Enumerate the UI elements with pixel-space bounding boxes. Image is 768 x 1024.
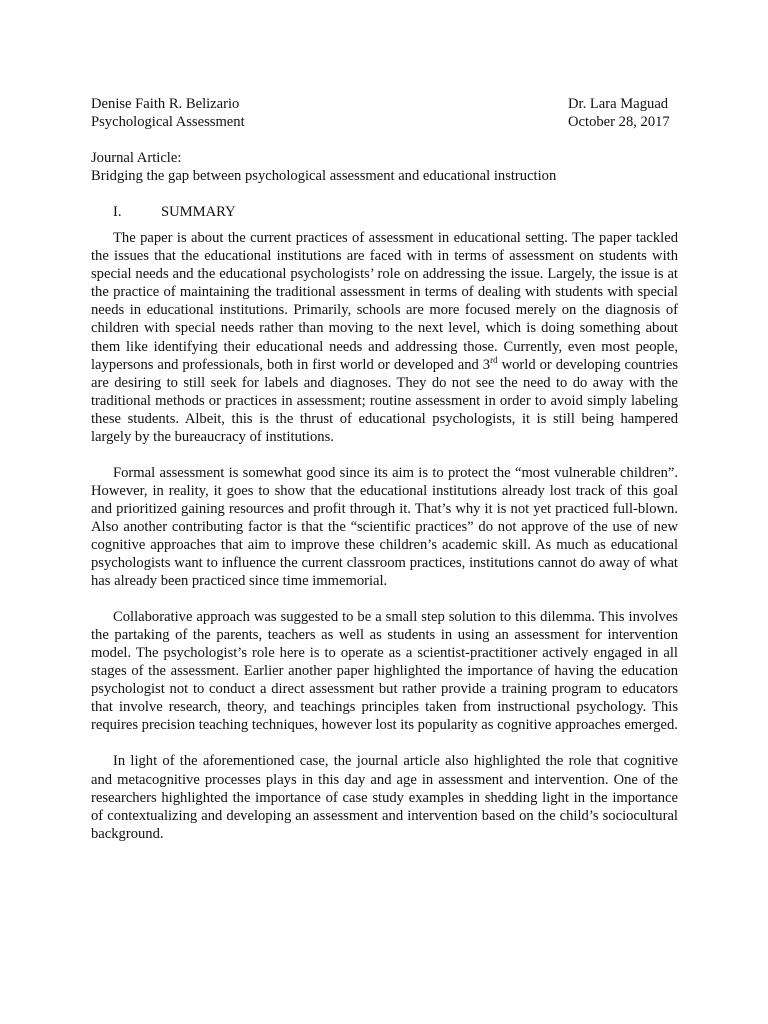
header-row-2 (91, 113, 678, 131)
article-title: Bridging the gap between psychological assessment and educational instruction (91, 168, 557, 185)
instructor-name: Dr. Lara Maguad (568, 96, 669, 112)
summary-paragraph-3: Collaborative approach was suggested to be a small step solution to this dilemma. This involves the partaking of the parents, teachers as well as students in using an assessment for intervention model. The psychologist’s role here is to operate as a scientist-practitioner actively engaged in all stages of the assessment. Earlier another paper highlighted the importance of having the education psychologist not to conduct a direct assessment but rather provide a training program to educators that involve research, theory, and teachings principles taken from instructional psychology. This requires precision teaching techniques, however lost its popularity as cognitive approaches emerged. (91, 609, 678, 734)
author-name: Denise Faith R. Belizario (91, 96, 240, 112)
article-label: Journal Article: (91, 150, 182, 167)
section-heading (91, 203, 678, 221)
summary-paragraph-1 (91, 229, 678, 446)
summary-paragraph-2: Formal assessment is somewhat good since its aim is to protect the “most vulnerable children”. However, in reality, it goes to show that the educational institutions already lost track of this goal and prioritized gaining resources and profit through it. That’s why it is not yet practiced full-blown. Also another contributing factor is that the “scientific practices” do not approve of the use of new cognitive approaches that aim to improve these children’s academic skill. As much as educational psychologists want to influence the current classroom practices, institutions cannot do away of what has already been practiced since time immemorial. (91, 464, 678, 590)
paragraph-1-text-a: The paper is about the current practices of assessment in educational setting. The paper tackled the issues that the educational institutions are faced with in terms of assessment on students with special needs and the educational psychologists’ role on addressing the issue. Largely, the issue is at the practice of maintaining the traditional assessment in terms of dealing with students with special needs in educational institutions. Primarily, schools are more focused merely on the diagnosis of children with special needs rather than moving to the next level, which is doing something about them like identifying their educational needs and addressing those. Currently, even most people, laypersons and professionals, both in first world or developed and 3 (91, 230, 678, 373)
section-number: I. (113, 204, 122, 221)
header-row-1 (91, 95, 678, 113)
ordinal-superscript: rd (490, 354, 498, 365)
article-heading (91, 149, 678, 185)
paragraph-1-text-b: world or developing countries are desiring to still seek for labels and diagnoses. They do not see the need to do away with the traditional methods or practices in assessment; routine assessment in order to avoid simply labeling these students. Albeit, this is the thrust of educational psychologists, it is still being hampered largely by the bureaucracy of institutions. (91, 356, 678, 445)
summary-paragraph-4: In light of the aforementioned case, the journal article also highlighted the role that cognitive and metacognitive processes plays in this day and age in assessment and intervention. One of the researchers highlighted the importance of case study examples in shedding light in the importance of contextualizing and developing an assessment and intervention based on the child’s sociocultural background. (91, 753, 678, 842)
course-name: Psychological Assessment (91, 114, 245, 131)
section-title: SUMMARY (161, 204, 236, 221)
submission-date: October 28, 2017 (568, 114, 670, 131)
